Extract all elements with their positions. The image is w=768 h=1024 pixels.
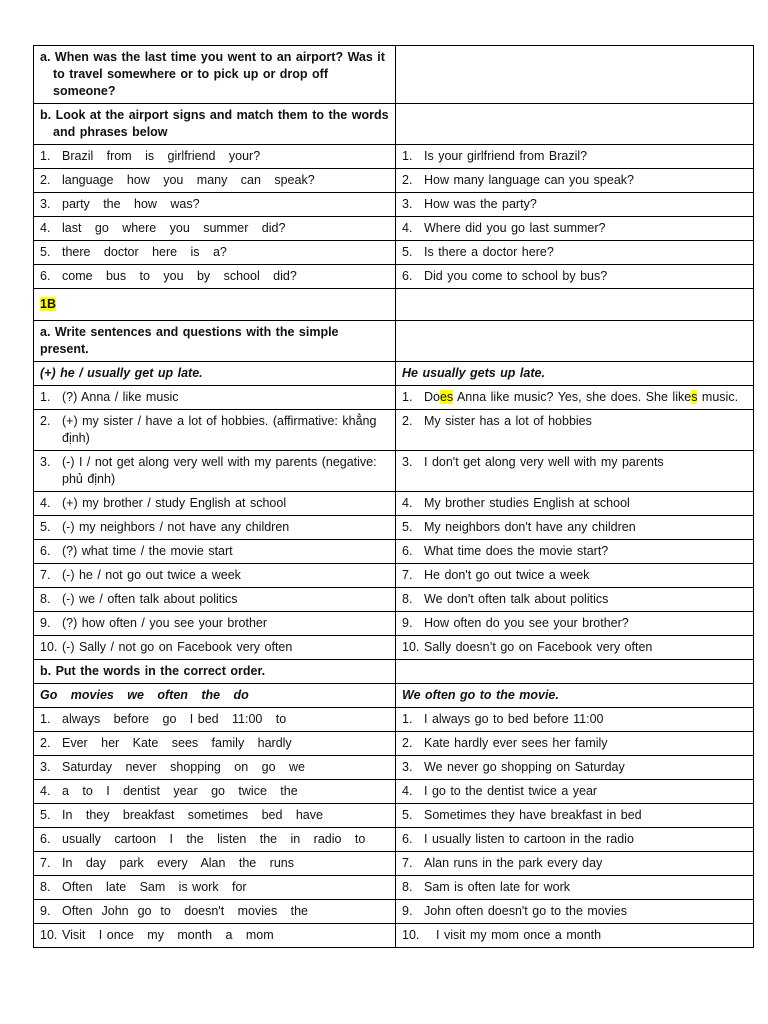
question-cell (34, 756, 396, 780)
item-number: 5. (40, 808, 51, 822)
answer-text: I always go to bed before 11:00 (424, 712, 604, 726)
item-number: 8. (402, 592, 413, 606)
answer-text: Is your girlfriend from Brazil? (424, 149, 588, 163)
question-cell (34, 193, 396, 217)
item-number: 3. (402, 455, 413, 469)
answer-text: We never go shopping on Saturday (424, 760, 625, 774)
question-text: last go where you summer did? (62, 221, 286, 235)
question-cell (34, 588, 396, 612)
table-row (34, 217, 754, 241)
question-text: (-) my neighbors / not have any children (62, 520, 290, 534)
question-text: Often John go to doesn't movies the (62, 904, 308, 918)
answer-cell (396, 804, 754, 828)
question-text: (-) I / not get along very well with my parents (negative: phủ định) (62, 455, 377, 486)
table-row (34, 708, 754, 732)
item-number: 6. (40, 832, 51, 846)
answer-text: How many language can you speak? (424, 173, 634, 187)
question-text: (-) we / often talk about politics (62, 592, 238, 606)
item-number: 6. (402, 832, 413, 846)
answer-cell (396, 265, 754, 289)
table-row (34, 636, 754, 660)
item-number: 5. (402, 808, 413, 822)
item-number: 4. (402, 784, 413, 798)
item-number: 3. (40, 760, 51, 774)
table-row (34, 564, 754, 588)
answer-text: Is there a doctor here? (424, 245, 554, 259)
answer-cell (396, 852, 754, 876)
item-number: 3. (402, 197, 413, 211)
table-row (34, 169, 754, 193)
item-number: 10. (402, 928, 420, 942)
answer-text: He don't go out twice a week (424, 568, 590, 582)
item-number: 9. (40, 616, 51, 630)
part-b-heading-text: b. Look at the airport signs and match them to the words and phrases below (40, 108, 389, 139)
question-text: (-) he / not go out twice a week (62, 568, 241, 582)
question-text: there doctor here is a? (62, 245, 227, 259)
answer-cell (396, 780, 754, 804)
item-number: 7. (40, 856, 51, 870)
table-row (34, 900, 754, 924)
answer-text: Sometimes they have breakfast in bed (424, 808, 642, 822)
item-number: 1. (40, 149, 51, 163)
question-text: usually cartoon I the listen the in radio to (62, 832, 366, 846)
answer-text: What time does the movie start? (424, 544, 609, 558)
item-number: 8. (40, 592, 51, 606)
question-text: (+) my sister / have a lot of hobbies. (affirmative: khẳng định) (62, 414, 377, 445)
question-text: (?) Anna / like music (62, 390, 179, 404)
answer-text: John often doesn't go to the movies (424, 904, 627, 918)
answer-cell (396, 169, 754, 193)
answer-text: Anna like music? Yes, she does. She like (453, 390, 692, 404)
item-number: 2. (40, 414, 51, 428)
answer-text: I usually listen to cartoon in the radio (424, 832, 634, 846)
word-order-heading: b. Put the words in the correct order. (34, 660, 396, 684)
question-cell (34, 410, 396, 451)
section-label: 1B (40, 297, 56, 311)
example-answer: We often go to the movie. (396, 684, 754, 708)
answer-cell (396, 564, 754, 588)
table-row (34, 612, 754, 636)
item-number: 9. (40, 904, 51, 918)
item-number: 4. (40, 221, 51, 235)
question-cell (34, 876, 396, 900)
table-row (34, 386, 754, 410)
table-row (34, 540, 754, 564)
item-number: 7. (402, 568, 413, 582)
table-row (34, 732, 754, 756)
question-cell (34, 492, 396, 516)
question-text: In they breakfast sometimes bed have (62, 808, 323, 822)
item-number: 5. (402, 520, 413, 534)
part-b-head-row (34, 104, 754, 145)
table-row (34, 516, 754, 540)
question-text: a to I dentist year go twice the (62, 784, 298, 798)
item-number: 4. (402, 221, 413, 235)
question-cell (34, 924, 396, 948)
table-row (34, 410, 754, 451)
answer-cell (396, 876, 754, 900)
question-cell (34, 265, 396, 289)
item-number: 3. (402, 760, 413, 774)
item-number: 5. (40, 520, 51, 534)
example-row (34, 684, 754, 708)
item-number: 1. (402, 712, 413, 726)
question-text: language how you many can speak? (62, 173, 315, 187)
question-text: In day park every Alan the runs (62, 856, 294, 870)
part-b-heading (34, 104, 396, 145)
question-cell (34, 540, 396, 564)
part-a-row (34, 46, 754, 104)
table-row (34, 852, 754, 876)
question-cell (34, 386, 396, 410)
answer-text: Where did you go last summer? (424, 221, 606, 235)
answer-cell (396, 516, 754, 540)
table-row (34, 780, 754, 804)
answer-cell (396, 241, 754, 265)
table-row (34, 193, 754, 217)
table-row (34, 145, 754, 169)
table-row (34, 876, 754, 900)
answer-cell (396, 732, 754, 756)
answer-text: Alan runs in the park every day (424, 856, 603, 870)
question-text: party the how was? (62, 197, 200, 211)
example-question: Go movies we often the do (34, 684, 396, 708)
example-answer: He usually gets up late. (396, 362, 754, 386)
item-number: 7. (40, 568, 51, 582)
answer-cell (396, 900, 754, 924)
table-row (34, 756, 754, 780)
question-cell (34, 900, 396, 924)
simple-present-heading-answer (396, 321, 754, 362)
item-number: 4. (40, 496, 51, 510)
answer-cell (396, 828, 754, 852)
item-number: 6. (40, 269, 51, 283)
part-a-answer (396, 46, 754, 104)
answer-cell (396, 540, 754, 564)
answer-cell (396, 386, 754, 410)
answer-text: Kate hardly ever sees her family (424, 736, 608, 750)
item-number: 8. (40, 880, 51, 894)
answer-cell (396, 193, 754, 217)
simple-present-heading: a. Write sentences and questions with the simple present. (34, 321, 396, 362)
question-cell (34, 564, 396, 588)
answer-cell (396, 612, 754, 636)
answer-cell (396, 217, 754, 241)
item-number: 2. (402, 414, 413, 428)
question-text: Brazil from is girlfriend your? (62, 149, 261, 163)
answer-cell (396, 924, 754, 948)
item-number: 1. (402, 390, 413, 404)
question-text: (-) Sally / not go on Facebook very often (62, 640, 293, 654)
item-number: 9. (402, 616, 413, 630)
answer-text: My neighbors don't have any children (424, 520, 636, 534)
answer-cell (396, 145, 754, 169)
item-number: 10. (402, 640, 420, 654)
item-number: 9. (402, 904, 413, 918)
question-cell (34, 169, 396, 193)
table-row (34, 828, 754, 852)
word-order-heading-answer (396, 660, 754, 684)
answer-cell (396, 708, 754, 732)
item-number: 2. (40, 736, 51, 750)
answer-text: My brother studies English at school (424, 496, 630, 510)
question-cell (34, 451, 396, 492)
answer-text: Do (424, 390, 440, 404)
question-text: come bus to you by school did? (62, 269, 297, 283)
table-row (34, 588, 754, 612)
answer-cell (396, 410, 754, 451)
answer-text: Sally doesn’t go on Facebook very often (424, 640, 653, 654)
section-label-answer (396, 289, 754, 321)
question-cell (34, 217, 396, 241)
section-1b-row (34, 289, 754, 321)
item-number: 10. (40, 640, 58, 654)
part-a-question (34, 46, 396, 104)
answer-text: How was the party? (424, 197, 537, 211)
item-number: 1. (40, 390, 51, 404)
question-cell (34, 852, 396, 876)
question-text: Saturday never shopping on go we (62, 760, 305, 774)
highlighted-text: s (691, 390, 698, 404)
table-row (34, 265, 754, 289)
table-row (34, 804, 754, 828)
answer-text: I visit my mom once a month (436, 928, 602, 942)
example-row (34, 362, 754, 386)
part-b-heading-answer (396, 104, 754, 145)
item-number: 2. (402, 173, 413, 187)
question-cell (34, 612, 396, 636)
answer-cell (396, 451, 754, 492)
item-number: 10. (40, 928, 58, 942)
question-cell (34, 732, 396, 756)
answer-text: Sam is often late for work (424, 880, 571, 894)
answer-cell (396, 756, 754, 780)
question-cell (34, 828, 396, 852)
answer-text: I don't get along very well with my parents (424, 455, 664, 469)
question-cell (34, 804, 396, 828)
question-text: always before go I bed 11:00 to (62, 712, 287, 726)
item-number: 2. (402, 736, 413, 750)
question-cell (34, 241, 396, 265)
answer-cell (396, 588, 754, 612)
question-cell (34, 516, 396, 540)
table-row (34, 451, 754, 492)
worksheet-table (33, 45, 754, 948)
simple-present-head-row (34, 321, 754, 362)
item-number: 1. (40, 712, 51, 726)
section-label-cell (34, 289, 396, 321)
table-row (34, 492, 754, 516)
item-number: 3. (40, 455, 51, 469)
question-cell (34, 708, 396, 732)
word-order-head-row (34, 660, 754, 684)
answer-text: My sister has a lot of hobbies (424, 414, 592, 428)
question-cell (34, 780, 396, 804)
question-cell (34, 636, 396, 660)
answer-text: We don't often talk about politics (424, 592, 609, 606)
item-number: 4. (40, 784, 51, 798)
table-row (34, 924, 754, 948)
item-number: 7. (402, 856, 413, 870)
question-cell (34, 145, 396, 169)
item-number: 5. (40, 245, 51, 259)
answer-text: Did you come to school by bus? (424, 269, 608, 283)
highlighted-text: es (439, 390, 454, 404)
answer-cell (396, 492, 754, 516)
item-number: 1. (402, 149, 413, 163)
question-text: (?) how often / you see your brother (62, 616, 268, 630)
item-number: 8. (402, 880, 413, 894)
item-number: 6. (40, 544, 51, 558)
answer-text: music. (697, 390, 739, 404)
answer-text: I go to the dentist twice a year (424, 784, 598, 798)
question-text: (+) my brother / study English at school (62, 496, 287, 510)
answer-cell (396, 636, 754, 660)
question-text: Visit I once my month a mom (62, 928, 274, 942)
question-text: Often late Sam is work for (62, 880, 247, 894)
item-number: 4. (402, 496, 413, 510)
table-row (34, 241, 754, 265)
item-number: 3. (40, 197, 51, 211)
part-a-text: a. When was the last time you went to an airport? Was it to travel somewhere or to pick up or drop off someone? (40, 50, 385, 98)
item-number: 2. (40, 173, 51, 187)
example-question: (+) he / usually get up late. (34, 362, 396, 386)
item-number: 6. (402, 269, 413, 283)
item-number: 6. (402, 544, 413, 558)
question-text: (?) what time / the movie start (62, 544, 233, 558)
question-text: Ever her Kate sees family hardly (62, 736, 292, 750)
answer-text: How often do you see your brother? (424, 616, 629, 630)
item-number: 5. (402, 245, 413, 259)
